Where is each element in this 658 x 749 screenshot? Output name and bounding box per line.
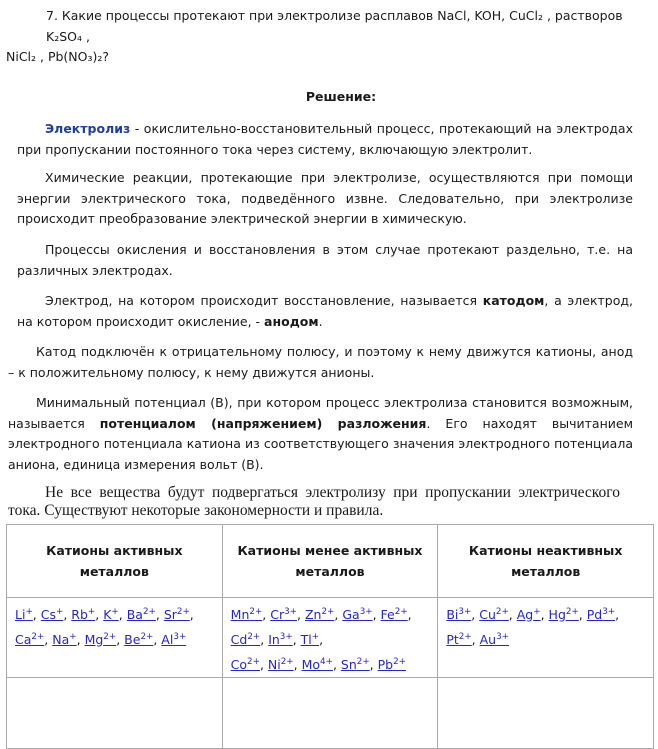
text-segment: Электрод, на котором происходит восстановление, называется	[45, 293, 483, 308]
ion-charge: 2+	[247, 656, 260, 667]
ion-charge: 3+	[359, 606, 373, 617]
ion-link[interactable]: $Pb^{2+}$	[377, 656, 406, 672]
ion-charge: 3+	[458, 606, 472, 617]
paragraph-cathode-anode	[0, 291, 658, 332]
ion-link[interactable]: $Pd^{3+}$	[586, 606, 616, 622]
text-segment: . Его находят вычитанием электродного потенциала катиона из соответствующего значения электродного потенциала аниона, единица измерения вольт (В).	[8, 415, 633, 472]
ion-charge: 2+	[565, 606, 579, 617]
ion-link[interactable]: $Mn^{2+}$	[230, 606, 263, 622]
ion-link[interactable]: Cs+	[40, 606, 64, 622]
table-trailing-row	[7, 678, 654, 749]
paragraph-separate-processes: Процессы окисления и восстановления в этом случае протекают раздельно, т.е. на различных электродах.	[17, 242, 633, 278]
ion-link[interactable]: $Fe^{2+}$	[380, 606, 408, 622]
ion-charge: +	[111, 606, 119, 617]
ion-charge: 2+	[394, 606, 408, 617]
ion-charge: 2+	[249, 606, 263, 617]
ion-link[interactable]: $Pt^{2+}$	[446, 631, 472, 647]
cations-table	[6, 524, 654, 749]
ion-link[interactable]: $Cu^{2+}$	[479, 606, 509, 622]
paragraph-decomposition-potential	[0, 393, 658, 475]
ion-charge: 2+	[31, 631, 45, 642]
text-segment: Минимальный потенциал (В), при котором процесс электролиза становится возможным, называется	[8, 395, 633, 431]
paragraph-rules-intro: Не все вещества будут подвергаться электролизу при пропускании электрического тока. Существуют некоторые закономерности и правила.	[8, 484, 620, 519]
ion-charge: 3+	[279, 631, 293, 642]
ion-link[interactable]: $Zn^{2+}$	[304, 606, 335, 622]
ion-link[interactable]: $In^{3+}$	[268, 631, 293, 647]
ion-charge: +	[87, 606, 96, 617]
cell-inactive-ions: $Bi^{3+}$, $Cu^{2+}$, Ag+, $Hg^{2+}$, $Pd^{3+}$, $Pt^{2+}$, $Au^{3+}$	[438, 598, 654, 678]
ion-link[interactable]: $Ca^{2+}$	[15, 631, 45, 647]
ion-charge: 2+	[356, 656, 370, 667]
term-anode: анодом	[264, 313, 319, 329]
ion-link[interactable]: $Mo^{4+}$	[301, 656, 333, 672]
ion-link[interactable]: $Cd^{2+}$	[230, 631, 261, 647]
question-line-2: NiCl₂ , Pb(NO₃)₂?	[6, 49, 110, 64]
ion-link[interactable]: $Ba^{2+}$	[126, 606, 156, 622]
ion-charge: +	[533, 606, 541, 617]
ion-link[interactable]: Li+	[15, 606, 33, 622]
ion-charge: +	[311, 631, 320, 642]
trailing-cell	[438, 678, 654, 749]
ion-link[interactable]: $Ga^{3+}$	[342, 606, 373, 622]
ion-link[interactable]: $Au^{3+}$	[479, 631, 510, 647]
ion-link[interactable]: $Mg^{2+}$	[84, 631, 117, 647]
ion-charge: 2+	[280, 656, 294, 667]
question-line-1: 7. Какие процессы протекают при электролизе расплавов NaCl, KOH, CuCl₂ , растворов K₂SO₄ ,	[46, 8, 623, 44]
ion-charge: +	[69, 631, 77, 642]
ion-charge: +	[25, 606, 33, 617]
header-active-metals: Катионы активных металлов	[7, 525, 223, 598]
ion-link[interactable]: $Co^{2+}$	[230, 656, 260, 672]
table-header-row	[7, 525, 654, 598]
trailing-cell	[7, 678, 223, 749]
ion-link[interactable]: Ag+	[516, 606, 541, 622]
text-segment: , а электрод, на котором происходит окисление, -	[17, 293, 633, 329]
term-decomposition-potential: потенциалом (напряжением) разложения	[99, 415, 427, 431]
ion-charge: 2+	[393, 656, 406, 667]
ion-charge: 3+	[602, 606, 616, 617]
trailing-cell	[222, 678, 438, 749]
definition-text: - окислительно-восстановительный процесс, протекающий на электродах при пропускании постоянного тока через систему, включающую электролит.	[17, 121, 633, 157]
ion-link[interactable]: Rb+	[71, 606, 96, 622]
ion-charge: 2+	[321, 606, 335, 617]
paragraph-chemical-reactions: Химические реакции, протекающие при электролизе, осуществляются при помощи энергии электрического тока, подведённого извне. Следовательно, при электролизе происходит преобразование электрической энергии в химическую.	[17, 170, 633, 226]
ion-link[interactable]: K+	[103, 606, 119, 622]
ion-charge: 2+	[140, 631, 154, 642]
question	[0, 6, 658, 68]
ion-link[interactable]: Na+	[52, 631, 77, 647]
ion-link[interactable]: $Cr^{3+}$	[270, 606, 298, 622]
ion-link[interactable]: $Al^{3+}$	[161, 631, 187, 647]
cell-active-ions: Li+, Cs+, Rb+, K+, $Ba^{2+}$, $Sr^{2+}$, $Ca^{2+}$, Na+, $Mg^{2+}$, $Be^{2+}$, $Al^{3+}$	[7, 598, 223, 678]
ion-link[interactable]: $Sn^{2+}$	[340, 656, 370, 672]
ion-link[interactable]: Tl+	[300, 631, 320, 647]
ion-link[interactable]: $Ni^{2+}$	[267, 656, 294, 672]
cell-less-active-ions: $Mn^{2+}$, $Cr^{3+}$, $Zn^{2+}$, $Ga^{3+}$, $Fe^{2+}$, $Cd^{2+}$, $In^{3+}$, Tl+, $Co^{2+}$, $Ni^{2+}$, $Mo^{4+}$, $Sn^{2+}$, $Pb^{2+}$	[222, 598, 438, 678]
header-inactive-metals: Катионы неактивных металлов	[438, 525, 654, 598]
ion-charge: 2+	[103, 631, 117, 642]
ion-link[interactable]: $Hg^{2+}$	[548, 606, 579, 622]
term-electrolysis: Электролиз	[45, 121, 131, 136]
ion-charge: 2+	[176, 606, 190, 617]
ion-charge: 3+	[173, 631, 187, 642]
text-segment: .	[318, 313, 323, 329]
ion-charge: 2+	[247, 631, 261, 642]
paragraph-poles: Катод подключён к отрицательному полюсу, и поэтому к нему движутся катионы, анод – к положительному полюсу, к нему движутся анионы.	[8, 344, 633, 380]
ion-link[interactable]: $Bi^{3+}$	[446, 606, 472, 622]
ion-charge: +	[55, 606, 64, 617]
solution-heading: Решение:	[305, 89, 377, 104]
header-less-active-metals: Катионы менее активных металлов	[222, 525, 438, 598]
ion-link[interactable]: $Be^{2+}$	[124, 631, 154, 647]
ion-charge: 2+	[142, 606, 156, 617]
ion-charge: 3+	[284, 606, 298, 617]
ion-charge: 4+	[320, 656, 333, 667]
ion-charge: 2+	[495, 606, 509, 617]
ion-link[interactable]: $Sr^{2+}$	[163, 606, 190, 622]
ion-charge: 2+	[458, 631, 472, 642]
paragraph-electrolysis-definition	[0, 119, 658, 160]
ion-charge: 3+	[496, 631, 510, 642]
term-cathode: катодом	[482, 293, 545, 308]
